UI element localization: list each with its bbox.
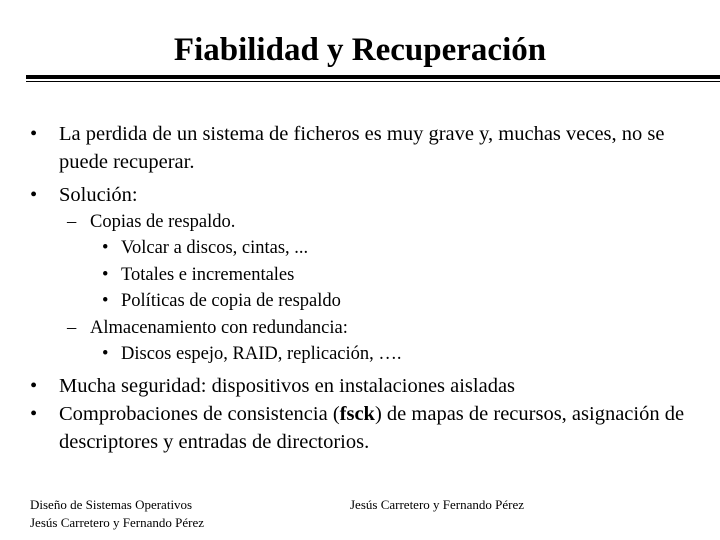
bullet-marker: • <box>30 123 38 145</box>
bullet-text-suffix: ) de mapas de recursos, asignación de descriptores y entradas de directorios. <box>59 403 685 453</box>
bullet-consistency-checks <box>30 400 710 456</box>
footer-authors: Jesús Carretero y Fernando Pérez <box>30 515 204 530</box>
subbullet-backups <box>30 209 710 235</box>
bullet-text: La perdida de un sistema de ficheros es muy grave y, muchas veces, no se puede recuperar. <box>59 123 665 173</box>
subsubbullet-text: Discos espejo, RAID, replicación, …. <box>121 343 402 364</box>
subbullet-redundancy <box>30 315 710 341</box>
subbullet-text: Almacenamiento con redundancia: <box>90 317 348 338</box>
bullet-marker: • <box>102 343 109 364</box>
slide-content <box>30 120 710 456</box>
footer-course: Diseño de Sistemas Operativos <box>30 497 193 512</box>
fsck-term: fsck <box>339 403 375 425</box>
dash-marker: – <box>67 212 77 232</box>
subbullet-text: Copias de respaldo. <box>90 212 236 232</box>
bullet-marker: • <box>102 238 109 258</box>
bullet-marker: • <box>30 375 38 397</box>
bullet-marker: • <box>30 403 38 425</box>
footer-right-authors: Jesús Carretero y Fernando Pérez <box>350 497 524 512</box>
subsubbullet-full-incremental <box>30 262 710 289</box>
footer-left <box>30 496 204 532</box>
title-rule-thick <box>26 75 720 79</box>
bullet-marker: • <box>102 264 109 285</box>
bullet-text-prefix: Comprobaciones de consistencia ( <box>59 403 340 425</box>
subsubbullet-raid <box>30 341 710 368</box>
title-rule-thin <box>26 81 720 82</box>
subsubbullet-text: Totales e incrementales <box>121 264 295 285</box>
bullet-text: Solución: <box>59 184 138 206</box>
bullet-security <box>30 372 710 400</box>
slide-title: Fiabilidad y Recuperación <box>173 32 547 68</box>
subsubbullet-text: Políticas de copia de respaldo <box>121 291 341 311</box>
bullet-marker: • <box>102 291 109 311</box>
subsubbullet-policies <box>30 288 710 315</box>
bullet-solution <box>30 181 710 209</box>
dash-marker: – <box>67 317 77 338</box>
bullet-text: Mucha seguridad: dispositivos en instalaciones aisladas <box>59 375 516 397</box>
subsubbullet-text: Volcar a discos, cintas, ... <box>121 238 309 258</box>
bullet-data-loss <box>30 120 710 176</box>
bullet-marker: • <box>30 184 38 206</box>
subsubbullet-dump <box>30 235 710 262</box>
